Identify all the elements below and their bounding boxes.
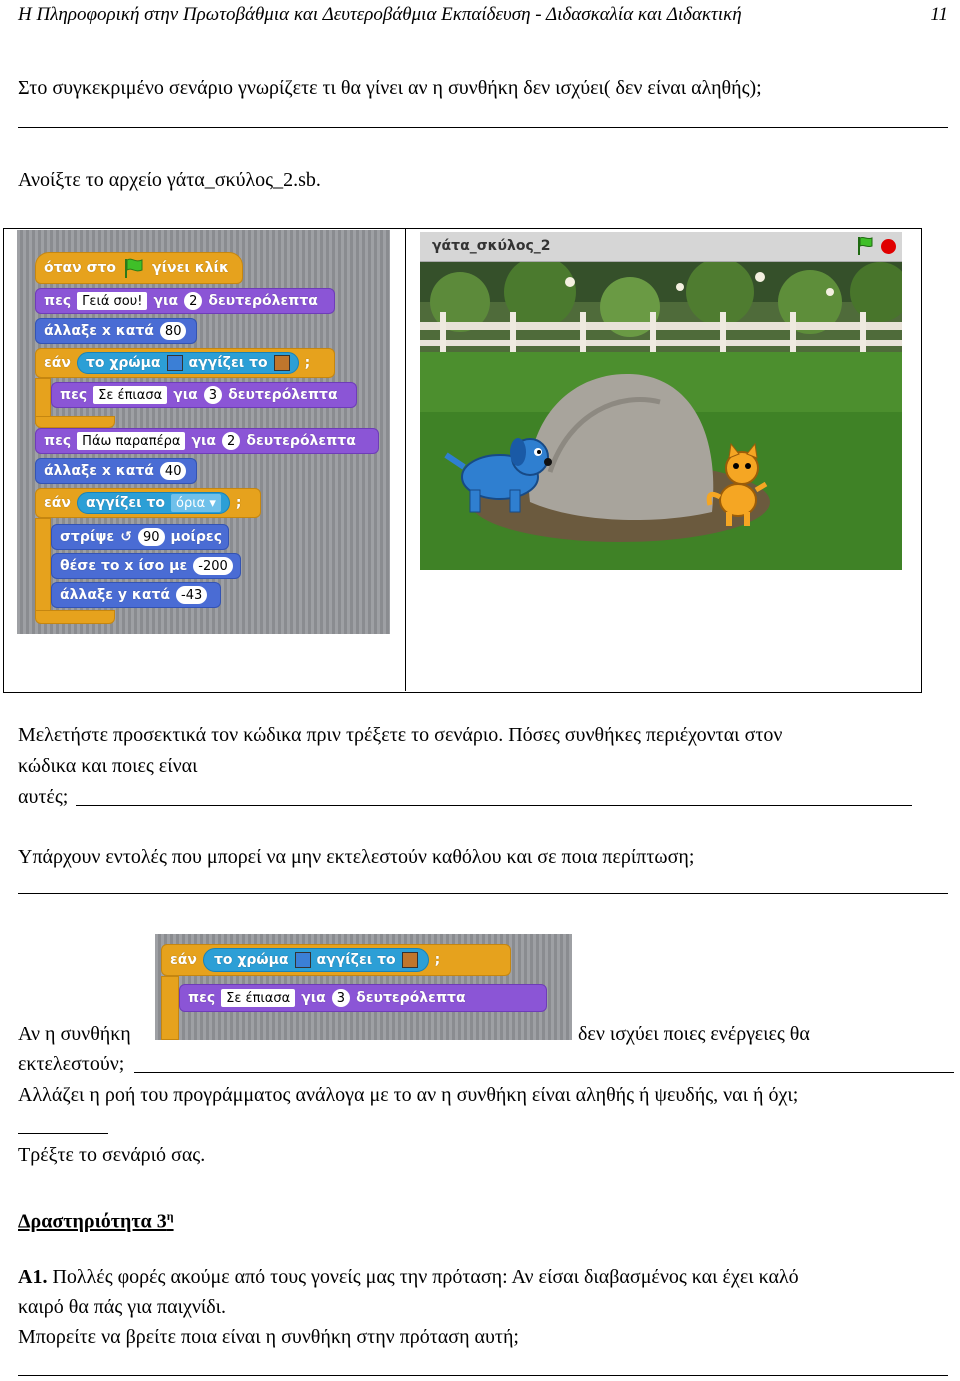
say-text-input[interactable]: Σε έπιασα: [93, 386, 167, 404]
answer-line: [18, 893, 948, 894]
question-commands: Υπάρχουν εντολές που μπορεί να μην εκτελεστούν καθόλου και σε ποια περίπτωση;: [18, 846, 695, 868]
if-condition-suffix: δεν ισχύει ποιες ενέργειες θα: [578, 1023, 810, 1045]
find-condition-question: Μπορείτε να βρείτε ποια είναι η συνθήκη στην πρόταση αυτή;: [18, 1326, 519, 1348]
say-text-input[interactable]: Πάω παραπέρα: [77, 432, 185, 450]
change-x-input[interactable]: 80: [160, 322, 187, 340]
if-condition-prefix: Αν η συνθήκη: [18, 1023, 131, 1045]
if-snippet-arm: [161, 976, 179, 1040]
stage-scene: [420, 262, 902, 570]
change-y-input[interactable]: -43: [176, 586, 207, 604]
seconds-label: δευτερόλεπτα: [246, 433, 356, 449]
open-file-instruction: Ανοίξτε το αρχείο γάτα_σκύλος_2.sb.: [18, 169, 321, 191]
set-x-input[interactable]: -200: [193, 557, 233, 575]
if-label: εάν: [44, 495, 71, 511]
say-block-snippet[interactable]: [179, 984, 547, 1012]
turn-degrees-input[interactable]: 90: [138, 528, 165, 546]
green-flag-icon: [122, 257, 146, 279]
set-x-block[interactable]: [51, 553, 241, 579]
page-header: [18, 4, 948, 26]
a1-text: Πολλές φορές ακούμε από τους γονείς μας την πρόταση: Αν είσαι διαβασμένος και έχει καλό: [47, 1266, 799, 1288]
scratch-script-area: [17, 230, 390, 634]
touching-edge-condition[interactable]: [77, 492, 230, 514]
a1-paragraph: [18, 1262, 799, 1292]
a1-paragraph-line2: καιρό θα πάς για παιχνίδι.: [18, 1296, 227, 1318]
say-text-input[interactable]: Γειά σου!: [77, 292, 147, 310]
touching-target-value: όρια: [176, 495, 206, 511]
turn-block[interactable]: [51, 524, 229, 550]
for-label: για: [191, 433, 217, 449]
color-swatch-blue[interactable]: [167, 355, 183, 371]
activity-title: [18, 1201, 174, 1237]
change-y-label: άλλαξε y κατά: [60, 587, 171, 603]
say-label: πες: [44, 293, 72, 309]
for-label: για: [153, 293, 179, 309]
for-label: για: [301, 990, 326, 1006]
turn-label: στρίψε: [60, 529, 115, 545]
if-block-snippet[interactable]: [161, 944, 511, 976]
when-flag-clicked-block[interactable]: [35, 252, 243, 284]
executed-question: εκτελεστούν;: [18, 1053, 125, 1075]
say-secs-input[interactable]: 2: [222, 432, 240, 450]
turn-left-icon: ↺: [120, 529, 132, 545]
if-block-2-arm: [35, 518, 51, 618]
study-paragraph-line1: Μελετήστε προσεκτικά τον κώδικα πριν τρέξετε το σενάριο. Πόσες συνθήκες περιέχονται στον: [18, 724, 783, 746]
a1-label: Α1.: [18, 1266, 48, 1288]
say-text-input[interactable]: Σε έπιασα: [221, 989, 295, 1007]
hat-label-1: όταν στο: [44, 260, 117, 276]
say-secs-input[interactable]: 3: [204, 386, 222, 404]
run-script-instruction: Τρέξτε το σενάριό σας.: [18, 1144, 206, 1166]
change-x-label: άλλαξε x κατά: [44, 463, 154, 479]
if-block-2-foot: [35, 610, 115, 624]
degrees-label: μοίρες: [170, 529, 223, 545]
touching-label: αγγίζει το: [316, 952, 396, 968]
scratch-if-snippet: [155, 934, 572, 1040]
semicolon: ;: [235, 495, 242, 511]
study-paragraph-line3: αυτές;: [18, 786, 69, 808]
hat-label-2: γίνει κλίκ: [152, 260, 229, 276]
change-x-block-2[interactable]: [35, 458, 197, 484]
say-block-3[interactable]: [35, 428, 379, 454]
activity-title-text: Δραστηριότητα 3: [18, 1210, 167, 1233]
color-touching-color-condition[interactable]: [203, 948, 429, 972]
if-block-1[interactable]: [35, 348, 335, 378]
say-label: πες: [60, 387, 88, 403]
seconds-label: δευτερόλεπτα: [356, 990, 466, 1006]
color-swatch-blue[interactable]: [295, 952, 311, 968]
if-block-1-foot: [35, 416, 115, 428]
answer-line: [18, 1133, 108, 1134]
seconds-label: δευτερόλεπτα: [228, 387, 338, 403]
semicolon: ;: [434, 952, 441, 968]
say-label: πες: [44, 433, 72, 449]
change-x-label: άλλαξε x κατά: [44, 323, 154, 339]
study-paragraph-line2: κώδικα και ποιες είναι: [18, 755, 198, 777]
say-block-1[interactable]: [35, 288, 335, 314]
change-x-block-1[interactable]: [35, 318, 197, 344]
color-swatch-brown[interactable]: [402, 952, 418, 968]
activity-title-sup: η: [166, 1209, 174, 1223]
say-secs-input[interactable]: 3: [332, 989, 350, 1007]
green-flag-icon[interactable]: [856, 236, 874, 256]
page-number: 11: [930, 4, 948, 25]
for-label: για: [173, 387, 198, 403]
color-label: το χρώμα: [85, 355, 161, 371]
color-touching-color-condition[interactable]: [77, 352, 299, 374]
stage-title-bar: [420, 232, 902, 262]
touching-label: αγγίζει το: [188, 355, 268, 371]
question-condition-false: Στο συγκεκριμένο σενάριο γνωρίζετε τι θα γίνει αν η συνθήκη δεν ισχύει( δεν είναι αληθής);: [18, 77, 762, 99]
color-label: το χρώμα: [213, 952, 289, 968]
answer-line: [134, 1072, 954, 1073]
header-title: Η Πληροφορική στην Πρωτοβάθμια και Δευτεροβάθμια Εκπαίδευση - Διδασκαλία και Διδακτική: [18, 4, 742, 25]
if-label: εάν: [170, 952, 197, 968]
semicolon: ;: [304, 355, 311, 371]
say-label: πες: [188, 990, 216, 1006]
change-y-block[interactable]: [51, 582, 221, 608]
stage-title: γάτα_σκύλος_2: [432, 238, 551, 254]
seconds-label: δευτερόλεπτα: [208, 293, 318, 309]
if-block-2[interactable]: [35, 488, 261, 518]
set-x-label: θέσε το x ίσο με: [60, 558, 188, 574]
answer-line: [18, 1375, 948, 1376]
say-block-2[interactable]: [51, 382, 357, 408]
touching-target-dropdown[interactable]: όρια ▾: [171, 494, 221, 512]
frame-divider: [405, 228, 406, 691]
stage-canvas: [420, 262, 902, 570]
say-secs-input[interactable]: 2: [184, 292, 202, 310]
answer-line: [76, 805, 912, 806]
flow-question: Αλλάζει η ροή του προγράμματος ανάλογα με το αν η συνθήκη είναι αληθής ή ψευδής, ναι ή όχι;: [18, 1084, 799, 1106]
color-swatch-brown[interactable]: [274, 355, 290, 371]
touching-label: αγγίζει το: [85, 495, 166, 511]
answer-line: [18, 127, 948, 128]
if-label: εάν: [44, 355, 71, 371]
stop-icon[interactable]: [881, 239, 896, 254]
change-x-input[interactable]: 40: [160, 462, 187, 480]
